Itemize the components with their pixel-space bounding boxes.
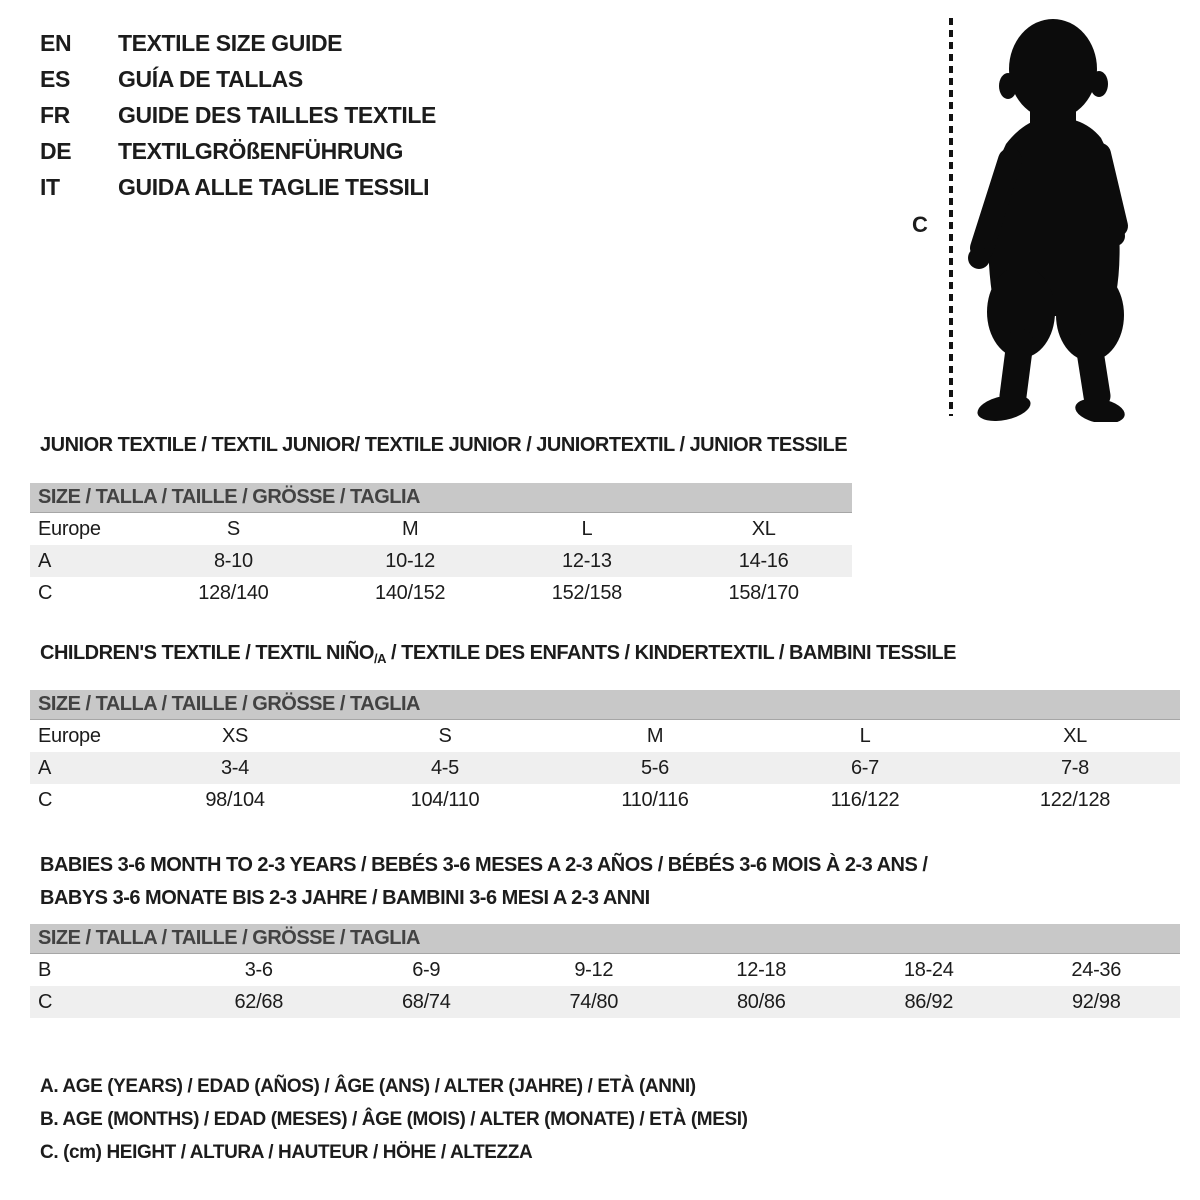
children-section-title	[40, 642, 956, 666]
row-label: A	[38, 549, 52, 572]
height-measure-line	[949, 18, 953, 416]
size-value: M	[401, 517, 419, 540]
row-label: Europe	[38, 517, 101, 540]
size-value: XS	[221, 724, 249, 747]
table-row	[30, 577, 852, 609]
size-value: 104/110	[410, 788, 480, 811]
table-row	[30, 986, 1180, 1018]
language-code: EN	[40, 29, 72, 56]
size-value: 10-12	[385, 549, 435, 572]
size-value: 80/86	[736, 990, 786, 1013]
language-title-block	[40, 25, 436, 205]
children-title-pre: CHILDREN'S TEXTILE / TEXTIL NIÑO	[40, 642, 374, 664]
size-value: 68/74	[401, 990, 451, 1013]
size-value: 12-13	[562, 549, 612, 572]
size-value: 92/98	[1071, 990, 1121, 1013]
children-title-subscript: /A	[373, 651, 386, 666]
size-value: 6-9	[412, 958, 441, 981]
size-header-bar: SIZE / TALLA / TAILLE / GRÖSSE / TAGLIA	[30, 924, 1180, 954]
size-value: 110/116	[621, 788, 689, 811]
row-label: A	[38, 756, 52, 779]
size-value: L	[581, 517, 593, 540]
size-value: XL	[751, 517, 776, 540]
language-row	[40, 61, 436, 97]
size-value: 7-8	[1060, 756, 1089, 779]
junior-size-table	[30, 483, 852, 609]
language-title: GUIDE DES TAILLES TEXTILE	[118, 101, 436, 128]
size-value: S	[226, 517, 240, 540]
table-row	[30, 545, 852, 577]
children-size-table	[30, 690, 1180, 816]
size-value: L	[859, 724, 871, 747]
legend-line-a: A. AGE (YEARS) / EDAD (AÑOS) / ÂGE (ANS) / ALTER (JAHRE) / ETÀ (ANNI)	[40, 1076, 696, 1097]
size-value: 74/80	[569, 990, 619, 1013]
legend-line-b: B. AGE (MONTHS) / EDAD (MESES) / ÂGE (MOIS) / ALTER (MONATE) / ETÀ (MESI)	[40, 1109, 748, 1130]
language-code: FR	[40, 101, 70, 128]
language-code: IT	[40, 173, 60, 200]
language-title: TEXTILE SIZE GUIDE	[118, 29, 343, 56]
row-label: B	[38, 958, 52, 981]
babies-section-title	[40, 849, 927, 915]
table-row	[30, 720, 1180, 752]
language-title: GUIDA ALLE TAGLIE TESSILI	[118, 173, 430, 200]
language-row	[40, 97, 436, 133]
row-label: C	[38, 990, 53, 1013]
size-header-bar: SIZE / TALLA / TAILLE / GRÖSSE / TAGLIA	[30, 690, 1180, 720]
language-row	[40, 133, 436, 169]
size-value: 122/128	[1039, 788, 1111, 811]
size-header-bar: SIZE / TALLA / TAILLE / GRÖSSE / TAGLIA	[30, 483, 852, 513]
table-row	[30, 784, 1180, 816]
babies-title-line1: BABIES 3-6 MONTH TO 2-3 YEARS / BEBÉS 3-6 MESES A 2-3 AÑOS / BÉBÉS 3-6 MOIS À 2-3 ANS /	[40, 854, 928, 876]
size-value: 8-10	[213, 549, 253, 572]
size-value: XL	[1063, 724, 1087, 747]
language-code: DE	[40, 137, 72, 164]
junior-section-title: JUNIOR TEXTILE / TEXTIL JUNIOR/ TEXTILE JUNIOR / JUNIORTEXTIL / JUNIOR TESSILE	[40, 434, 848, 456]
table-row	[30, 752, 1180, 784]
table-row	[30, 513, 852, 545]
size-value: 24-36	[1071, 958, 1122, 981]
size-value: M	[646, 724, 664, 747]
size-value: 3-4	[220, 756, 249, 779]
babies-title-line2: BABYS 3-6 MONATE BIS 2-3 JAHRE / BAMBINI 3-6 MESI A 2-3 ANNI	[40, 887, 650, 909]
row-label: Europe	[38, 724, 101, 747]
language-code: ES	[40, 65, 70, 92]
row-label: C	[38, 581, 53, 604]
language-row	[40, 169, 436, 205]
size-value: S	[438, 724, 452, 747]
language-title: GUÍA DE TALLAS	[118, 65, 303, 92]
toddler-silhouette-icon	[958, 12, 1140, 422]
size-value: 5-6	[640, 756, 669, 779]
size-value: 62/68	[234, 990, 284, 1013]
height-measure-label: C	[912, 212, 928, 237]
size-value: 4-5	[430, 756, 459, 779]
table-row	[30, 954, 1180, 986]
size-value: 98/104	[205, 788, 265, 811]
size-value: 116/122	[830, 788, 900, 811]
size-value: 9-12	[574, 958, 614, 981]
children-title-post: / TEXTILE DES ENFANTS / KINDERTEXTIL / BAMBINI TESSILE	[385, 642, 956, 664]
legend-line-c: C. (cm) HEIGHT / ALTURA / HAUTEUR / HÖHE / ALTEZZA	[40, 1142, 533, 1163]
size-value: 158/170	[728, 581, 799, 604]
size-value: 152/158	[551, 581, 622, 604]
babies-size-table	[30, 924, 1180, 1018]
size-value: 14-16	[738, 549, 789, 572]
language-title: TEXTILGRÖßENFÜHRUNG	[118, 137, 403, 164]
size-value: 86/92	[904, 990, 954, 1013]
size-value: 128/140	[198, 581, 269, 604]
legend-block	[40, 1070, 748, 1169]
size-value: 140/152	[375, 581, 446, 604]
size-value: 6-7	[850, 756, 879, 779]
size-value: 12-18	[736, 958, 787, 981]
size-value: 3-6	[244, 958, 273, 981]
language-row	[40, 25, 436, 61]
size-value: 18-24	[903, 958, 954, 981]
row-label: C	[38, 788, 53, 811]
